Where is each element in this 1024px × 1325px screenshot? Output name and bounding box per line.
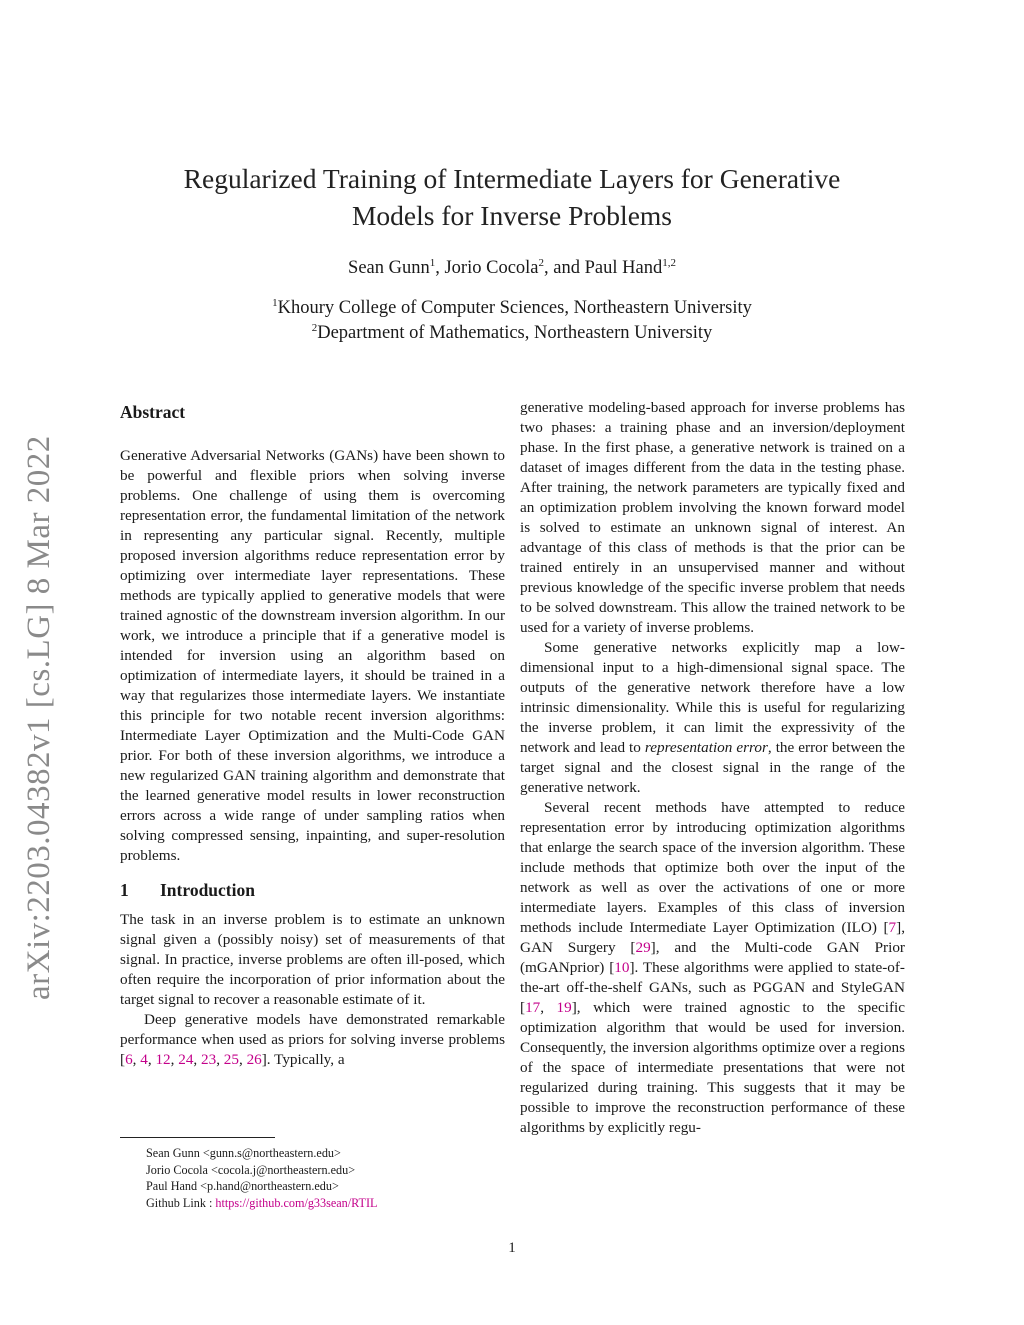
citation-link[interactable]: 23 <box>201 1051 217 1068</box>
paragraph-text: Some generative networks explicitly map a low-dimensional input to a high-dimensional signal space. The outputs of the generative network therefore have a low intrinsic dimensionality. While this is useful for regularizing the inverse problem, it can limit the expressivity of the network and lead to <box>520 639 905 756</box>
author-list <box>120 255 904 281</box>
affiliation-1 <box>120 296 904 321</box>
paper-title <box>120 160 904 234</box>
paragraph-text: Several recent methods have attempted to reduce representation error by introducing optimization algorithms that enlarge the search space of the inversion algorithm. These include methods that optimize both over the input of the network as well as over the activations of one or more intermediate layers. Examples of this class of inversion methods include Intermediate Layer Optimization (ILO) [ <box>520 799 905 936</box>
author-separator: , and <box>544 258 585 278</box>
title-line-1: Regularized Training of Intermediate Layers for Generative <box>183 163 841 194</box>
affiliation-2 <box>120 321 904 346</box>
paragraph-text: , the error between the target signal and the closest signal in the range of the generative network. <box>520 739 905 796</box>
github-label: Github Link : <box>146 1195 216 1210</box>
footnote-author-3: Paul Hand <p.hand@northeastern.edu> <box>146 1179 339 1193</box>
left-column <box>120 398 505 1070</box>
page-number: 1 <box>508 1240 516 1256</box>
citation-link[interactable]: 26 <box>246 1051 262 1068</box>
author-separator: , <box>435 258 445 278</box>
right-paragraph-1: generative modeling-based approach for inverse problems has two phases: a training phase and an inversion/deployment phase. In the first phase, a generative network is trained on a dataset of images different from the data in the testing phase. After training, the network parameters are typically fixed and an optimization problem involving the known forward model is solved to estimate an unknown signal of interest. An advantage of this class of methods is that the prior can be trained entirely in an unsupervised manner and without previous knowledge of the specific inverse problem that needs to be solved downstream. This allow the trained network to be used for a variety of inverse problems. <box>520 399 905 636</box>
citation-link[interactable]: 6 <box>125 1051 133 1068</box>
right-paragraph-2 <box>520 638 905 798</box>
section-heading-introduction <box>120 878 505 902</box>
footnote-github <box>146 1195 506 1212</box>
affil-sup: 1 <box>272 297 278 309</box>
author-affil-sup: 1 <box>429 257 436 269</box>
citation-link[interactable]: 29 <box>635 939 651 956</box>
author-name: Sean Gunn <box>348 258 430 278</box>
title-line-2: Models for Inverse Problems <box>351 200 672 231</box>
citation-separator: , <box>147 1051 156 1068</box>
citation-separator: , <box>540 999 557 1016</box>
citation-separator: , <box>238 1051 247 1068</box>
footnote-rule <box>120 1137 275 1138</box>
citation-link[interactable]: 12 <box>155 1051 171 1068</box>
citation-group <box>125 1051 262 1068</box>
paragraph-text: Deep generative models have demonstrated remarkable performance when used as priors for solving inverse problems [ <box>120 1011 505 1068</box>
paragraph-text: ], which were trained agnostic to the specific optimization algorithm that would be used for inversion. Consequently, the inversion algorithms optimize over a regions of the space of intermediate presentations that were not regularized during training. This suggests that it may be possible to improve the reconstruction performance of these algorithms by explicitly regu- <box>520 999 905 1136</box>
citation-separator: , <box>193 1051 201 1068</box>
intro-paragraph-2 <box>120 1010 505 1070</box>
author-affil-sup: 1,2 <box>662 257 676 269</box>
paragraph-text: ]. Typically, a <box>261 1051 345 1068</box>
paragraph-text: ], and the Multi-code GAN Prior (mGANprior) [ <box>520 939 905 976</box>
paragraph-text: ], GAN Surgery [ <box>520 919 905 956</box>
citation-link[interactable]: 19 <box>556 999 572 1016</box>
section-title: Introduction <box>160 880 255 900</box>
footnotes <box>146 1145 506 1211</box>
footnote-author-1: Sean Gunn <gunn.s@northeastern.edu> <box>146 1146 341 1160</box>
citation-separator: , <box>132 1051 141 1068</box>
abstract-text: Generative Adversarial Networks (GANs) have been shown to be powerful and flexible priors when solving inverse problems. One challenge of using them is overcoming representation error, the fundamental limitation of the network in representing any particular signal. Recently, multiple proposed inversion algorithms reduce representation error by optimizing over intermediate layer representations. These methods are typically applied to generative models that were trained agnostic of the downstream inversion algorithm. In our work, we introduce a principle that if a generative model is intended for inversion using an algorithm based on optimization of intermediate layers, it should be trained in a way that regularizes those intermediate layers. We instantiate this principle for two notable recent inversion algorithms: Intermediate Layer Optimization and the Multi-Code GAN prior. For both of these inversion algorithms, we introduce a new regularized GAN training algorithm and demonstrate that the learned generative model results in lower reconstruction errors across a wide range of under sampling ratios when solving compressed sensing, inpainting, and super-resolution problems. <box>120 447 505 864</box>
right-paragraph-3 <box>520 798 905 1138</box>
affil-sup: 2 <box>311 322 318 334</box>
affiliations <box>120 296 904 346</box>
arxiv-sidebar-stamp: arXiv:2203.04382v1 [cs.LG] 8 Mar 2022 <box>21 435 57 1000</box>
author-name: Jorio Cocola <box>444 258 539 278</box>
paragraph-text: ]. These algorithms were applied to state-of-the-art off-the-shelf GANs, such as PGGAN and StyleGAN [ <box>520 959 905 1016</box>
author-affil-sup: 2 <box>538 257 545 269</box>
citation-separator: , <box>216 1051 224 1068</box>
right-column <box>520 398 905 1138</box>
section-number: 1 <box>120 880 129 900</box>
citation-link[interactable]: 25 <box>223 1051 239 1068</box>
emphasis-representation-error: representation error <box>644 739 768 756</box>
citation-link[interactable]: 7 <box>888 919 897 936</box>
intro-paragraph-1: The task in an inverse problem is to estimate an unknown signal given a (possibly noisy) set of measurements of that signal. In practice, inverse problems are often ill-posed, which often require the incorporation of prior information about the target signal to recover a reasonable estimate of it. <box>120 911 505 1008</box>
citation-link[interactable]: 4 <box>140 1051 148 1068</box>
affiliation-text: Department of Mathematics, Northeastern University <box>317 323 713 343</box>
github-link[interactable]: https://github.com/g33sean/RTIL <box>215 1195 378 1210</box>
footnote-author-2: Jorio Cocola <cocola.j@northeastern.edu> <box>146 1162 356 1177</box>
citation-separator: , <box>170 1051 179 1068</box>
affiliation-text: Khoury College of Computer Sciences, Northeastern University <box>277 298 752 318</box>
citation-link[interactable]: 10 <box>614 959 630 976</box>
abstract-heading: Abstract <box>120 402 186 422</box>
citation-link[interactable]: 17 <box>525 999 541 1016</box>
citation-link[interactable]: 24 <box>178 1051 194 1068</box>
author-name: Paul Hand <box>584 258 663 278</box>
